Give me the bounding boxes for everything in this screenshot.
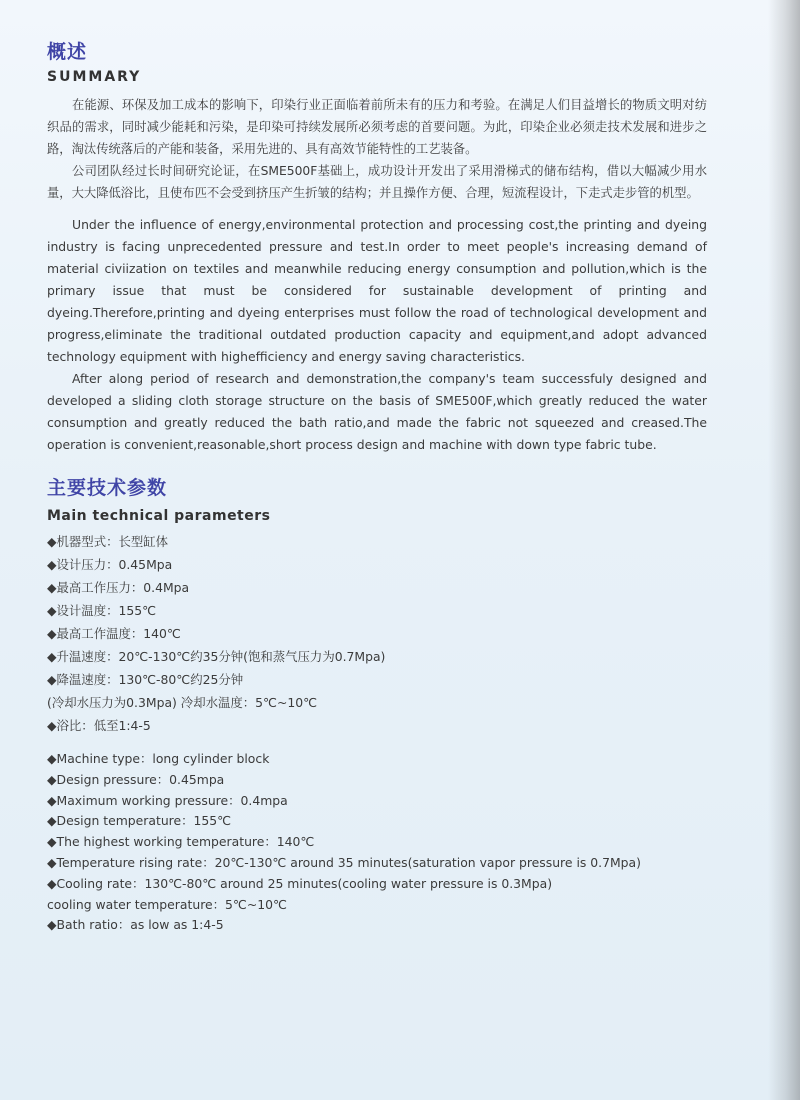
param-item-en: ◆Design pressure：0.45mpa bbox=[47, 771, 225, 787]
param-item-cn: ◆设计压力：0.45Mpa bbox=[47, 557, 173, 572]
summary-paragraph-cn-1: 在能源、环保及加工成本的影响下，印染行业正面临着前所未有的压力和考验。在满足人们目益增长的物质文明对纺织品的需求，同时减少能耗和污染，是印染可持续发展所必须考虑的首要问题。为此，印染企业必须走技术发展和进步之路，淘汰传统落后的产能和装备，采用先进的、具有高效节能特性的工艺装备。 bbox=[47, 98, 707, 156]
summary-paragraph-en-2: After along period of research and demonstration,the company's team successfuly designed and developed a sliding cloth storage structure on the basis of SME500F,which greatly reduced the water consumption and greatly reduced the bath ratio,and made the fabric not squeezed and creased.The operation is convenient,reasonable,short process design and machine with down type fabric tube. bbox=[47, 371, 707, 452]
document-page bbox=[47, 38, 707, 936]
params-title-cn: 主要技术参数 bbox=[47, 477, 168, 499]
param-item-cn: ◆最高工作压力：0.4Mpa bbox=[47, 580, 190, 595]
params-title-en: Main technical parameters bbox=[47, 508, 271, 524]
summary-title-cn: 概述 bbox=[47, 41, 88, 63]
summary-section bbox=[47, 38, 707, 456]
param-item-en: ◆Bath ratio：as low as 1:4-5 bbox=[47, 917, 224, 933]
summary-title-en: SUMMARY bbox=[47, 69, 142, 85]
param-item-en: cooling water temperature：5℃~10℃ bbox=[47, 896, 287, 912]
param-item-en: ◆Machine type：long cylinder block bbox=[47, 751, 270, 766]
param-item-cn: ◆机器型式：长型缸体 bbox=[47, 534, 169, 549]
param-item-en: ◆The highest working temperature：140℃ bbox=[47, 834, 315, 850]
param-item-cn: ◆最高工作温度：140℃ bbox=[47, 626, 181, 641]
summary-paragraph-en-1: Under the influence of energy,environmental protection and processing cost,the printing and dyeing industry is facing unprecedented pressure and test.In order to meet people's increasing demand of material civiization on textiles and meanwhile reducing energy consumption and pollution,which is the primary issue that must be considered for sustainable development of printing and dyeing.Therefore,printing and dyeing enterprises must follow the road of technological development and progress,eliminate the traditional outdated production capacity and equipment,and adopt advanced technology equipment with highefficiency and energy saving characteristics. bbox=[47, 217, 707, 364]
param-item-cn: ◆设计温度：155℃ bbox=[47, 603, 157, 618]
param-item-en: ◆Maximum working pressure：0.4mpa bbox=[47, 792, 288, 808]
param-item-cn: ◆浴比：低至1:4-5 bbox=[47, 718, 151, 733]
param-item-en: ◆Cooling rate：130℃-80℃ around 25 minutes(cooling water pressure is 0.3Mpa) bbox=[47, 875, 553, 891]
param-item-cn: (冷却水压力为0.3Mpa) 冷却水温度：5℃~10℃ bbox=[47, 695, 318, 710]
param-item-cn: ◆升温速度：20℃-130℃约35分钟(饱和蒸气压力为0.7Mpa) bbox=[47, 649, 386, 664]
summary-paragraph-cn-2: 公司团队经过长时间研究论证，在SME500F基础上，成功设计开发出了采用滑梯式的储布结构，借以大幅减少用水量，大大降低浴比，且使布匹不会受到挤压产生折皱的结构；并且操作方便、合理，短流程设计，下走式走步管的机型。 bbox=[47, 164, 707, 200]
page-edge-shadow bbox=[768, 0, 800, 1100]
params-list-en bbox=[47, 749, 707, 936]
param-item-en: ◆Design temperature：155℃ bbox=[47, 813, 232, 829]
param-item-cn: ◆降温速度：130℃-80℃约25分钟 bbox=[47, 672, 244, 687]
params-list-cn bbox=[47, 530, 707, 737]
param-item-en: ◆Temperature rising rate：20℃-130℃ around 35 minutes(saturation vapor pressure is 0.7Mpa) bbox=[47, 854, 641, 870]
params-section bbox=[47, 474, 707, 936]
